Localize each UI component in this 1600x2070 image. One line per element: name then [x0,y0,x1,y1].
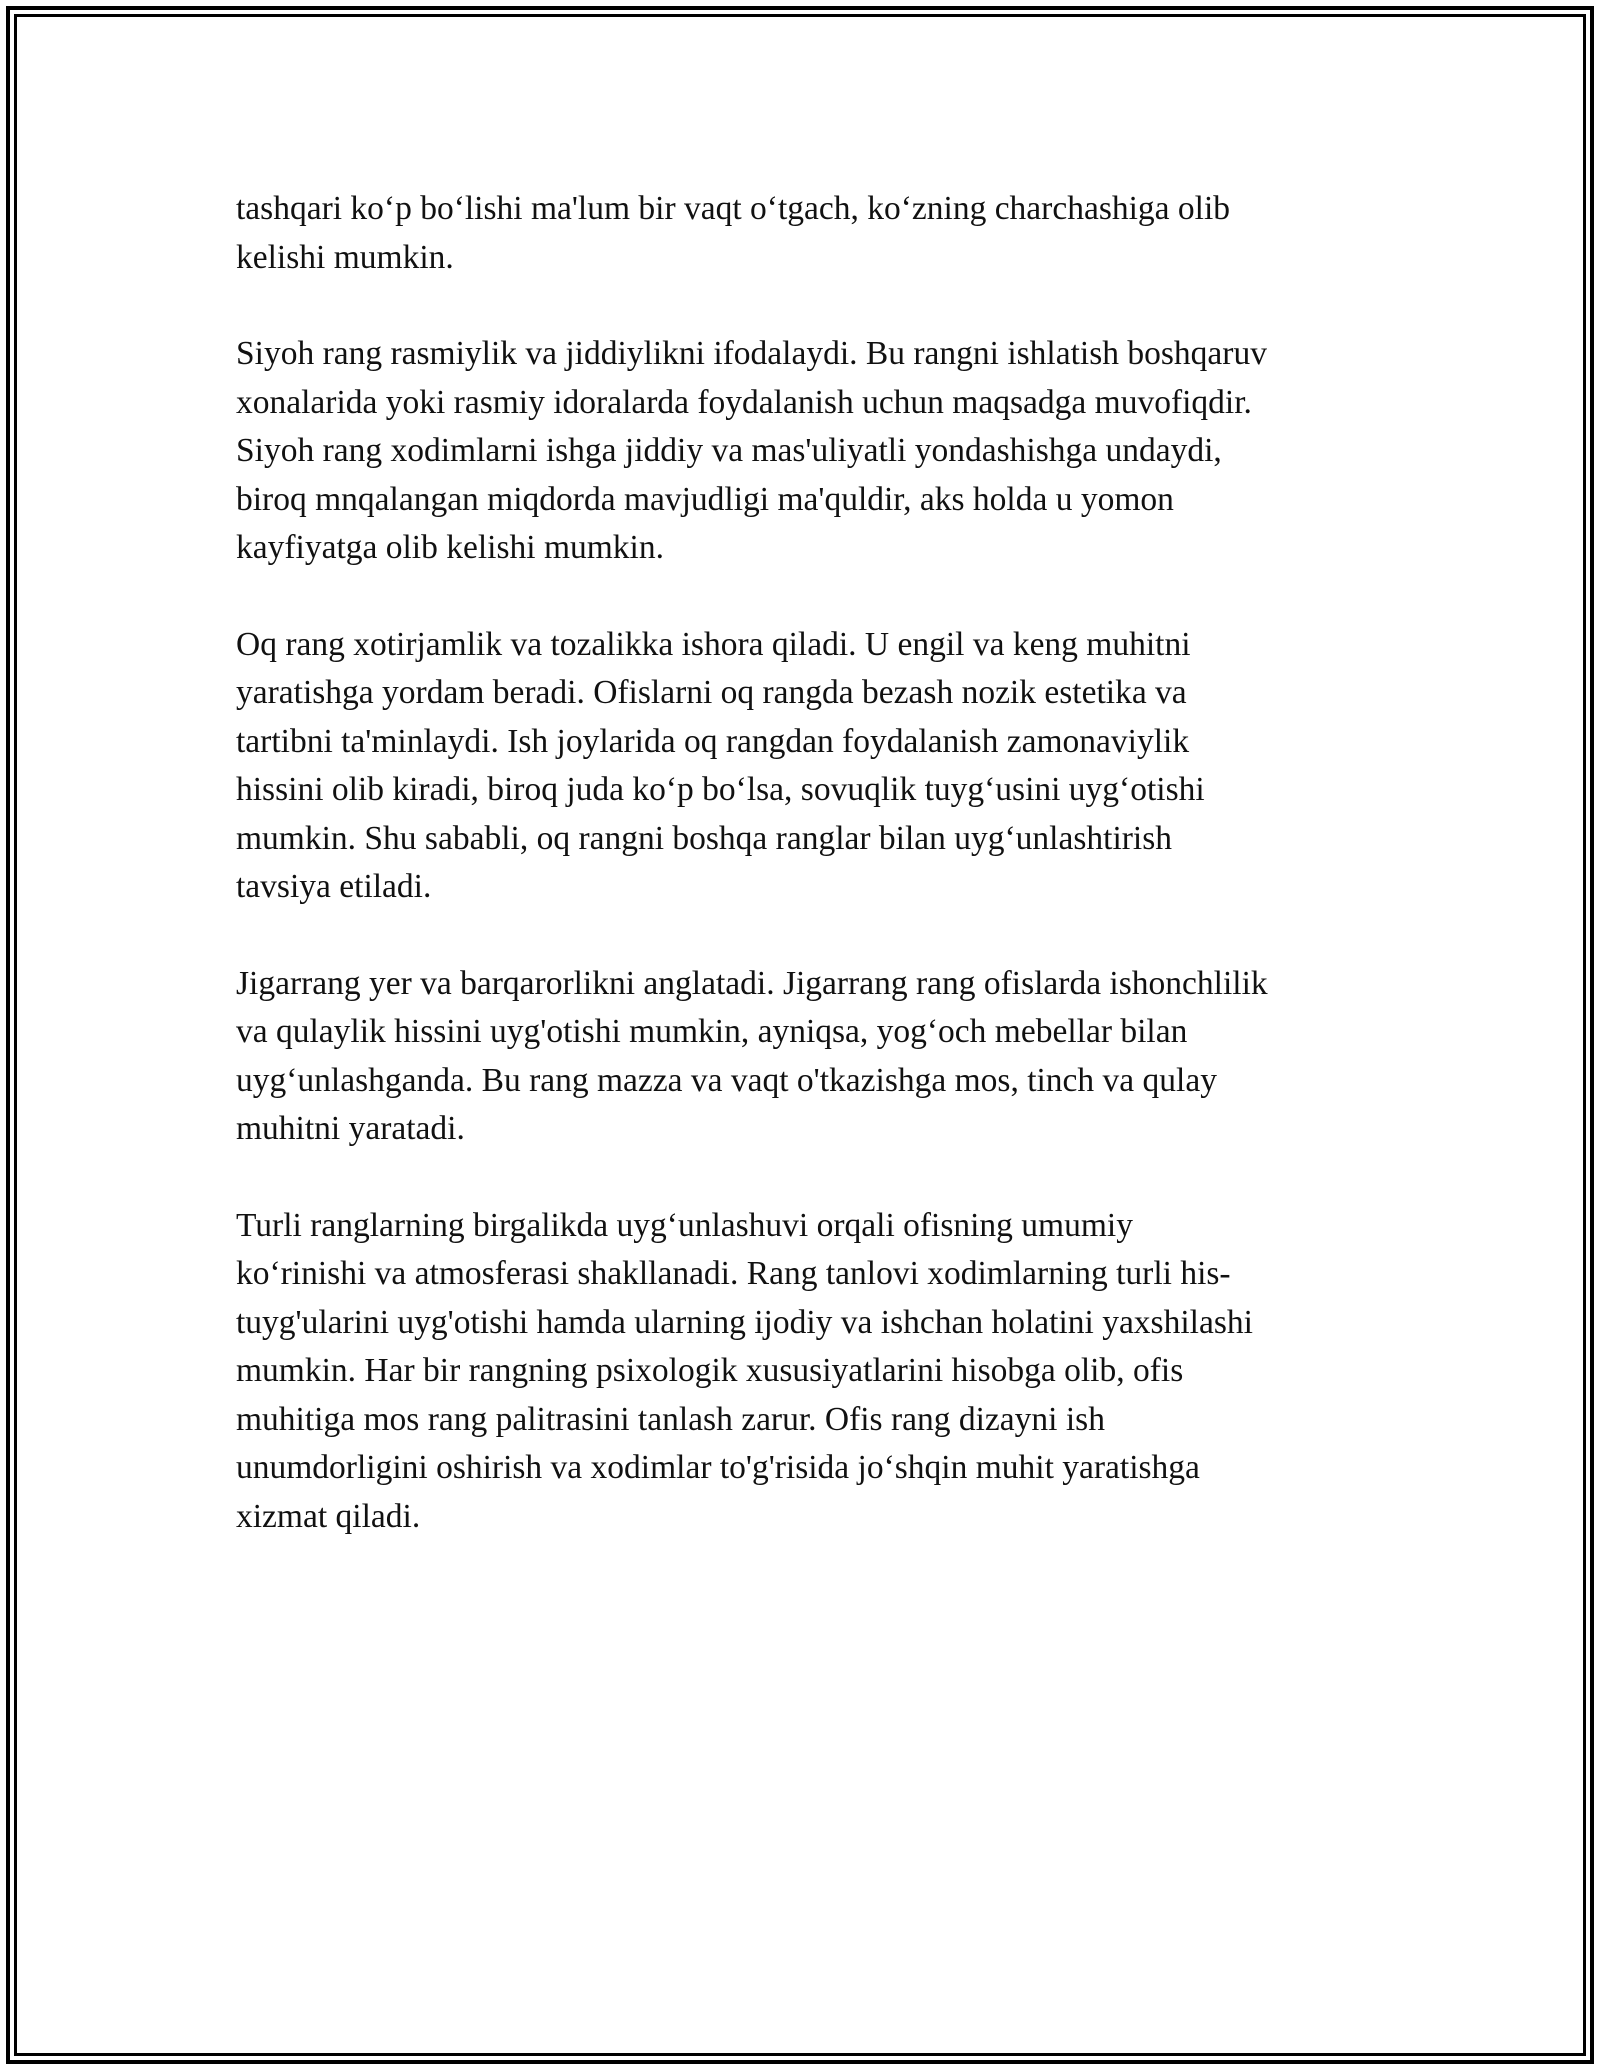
paragraph-purple-color: Siyoh rang rasmiylik va jiddiylikni ifodalaydi. Bu rangni ishlatish boshqaruv xonalarida yoki rasmiy idoralarda foydalanish uchun maqsadga muvofiqdir. Siyoh rang xodimlarni ishga jiddiy va mas'uliyatli yondashishga undaydi, biroq mnqalangan miqdorda mavjudligi ma'quldir, aks holda u yomon kayfiyatga olib kelishi mumkin. [236,335,1267,566]
paragraph-white-color: Oq rang xotirjamlik va tozalikka ishora qiladi. U engil va keng muhitni yaratishga yordam beradi. Ofislarni oq rangda bezash nozik estetika va tartibni ta'minlaydi. Ish joylarida oq rangdan foydalanish zamonaviylik hissini olib kiradi, biroq juda ko‘p bo‘lsa, sovuqlik tuyg‘usini uyg‘otishi mumkin. Shu sababli, oq rangni boshqa ranglar bilan uyg‘unlashtirish tavsiya etiladi. [236,625,1205,905]
document-body [236,185,1386,1589]
paragraph-color-harmony: Turli ranglarning birgalikda uyg‘unlashuvi orqali ofisning umumiy ko‘rinishi va atmosferasi shakllanadi. Rang tanlovi xodimlarning turli his- tuyg'ularini uyg'otishi hamda ularning ijodiy va ishchan holatini yaxshilashi mumkin. Har bir rangning psixologik xususiyatlarini hisobga olib, ofis muhitiga mos rang palitrasini tanlash zarur. Ofis rang dizayni ish unumdorligini oshirish va xodimlar to'g'risida jo‘shqin muhit yaratishga xizmat qiladi. [236,1206,1253,1535]
paragraph-continuation: tashqari ko‘p bo‘lishi ma'lum bir vaqt o‘tgach, ko‘zning charchashiga olib kelishi mumkin. [236,190,1231,276]
paragraph-brown-color: Jigarrang yer va barqarorlikni anglatadi. Jigarrang rang ofislarda ishonchlilik va qulaylik hissini uyg'otishi mumkin, ayniqsa, yog‘och mebellar bilan uyg‘unlashganda. Bu rang mazza va vaqt o'tkazishga mos, tinch va qulay muhitni yaratadi. [236,964,1268,1147]
